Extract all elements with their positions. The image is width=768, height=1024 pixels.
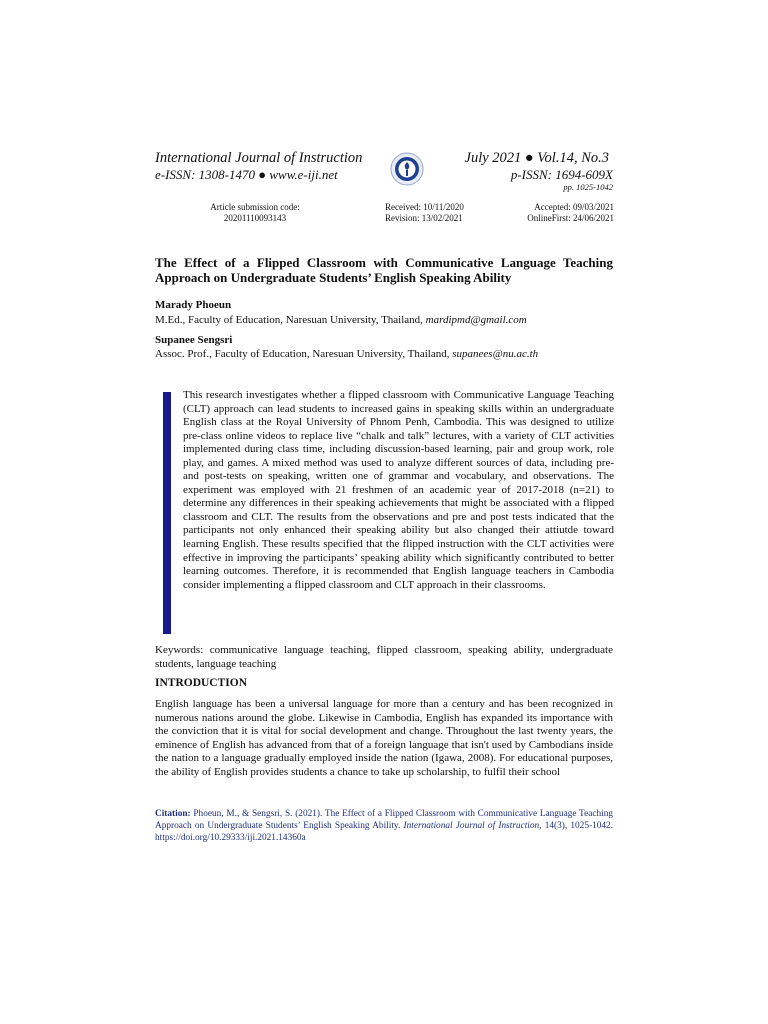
journal-logo-icon [390,152,424,186]
received-date: Received: 10/11/2020 [385,202,464,212]
article-title: The Effect of a Flipped Classroom with Communicative Language Teaching Approach on Undergraduate Students’ English Speaking Ability [155,255,613,285]
accepted-date: Accepted: 09/03/2021 [534,202,614,212]
author-email[interactable]: mardipmd@gmail.com [425,314,527,326]
author-affiliation [155,314,527,326]
received-block [385,202,485,224]
author-name: Supanee Sengsri [155,334,233,346]
accepted-block [510,202,614,224]
p-issn-line: p-ISSN: 1694-609X [510,167,613,182]
submission-code-value: 20201110093143 [223,213,287,223]
affiliation-text: M.Ed., Faculty of Education, Naresuan University, Thailand, [155,314,423,326]
abstract-accent-bar [163,392,171,634]
author-email[interactable]: supanees@nu.ac.th [452,348,539,360]
revision-date: Revision: 13/02/2021 [385,213,463,223]
author-affiliation [155,348,538,360]
citation-block [155,808,613,844]
online-first-date: OnlineFirst: 24/06/2021 [527,213,614,223]
journal-title: International Journal of Instruction [155,150,363,166]
intro-paragraph: English language has been a universal language for more than a century and has been recognized in numerous nations around the globe. Likewise in Cambodia, English has expanded its importance with the conviction that it is vital for social development and change. Throughout the last twenty years, the eminence of English has advanced from that of a foreign language that isn't used by Cambodians inside the nation to a language gradually employed inside the nation (Igawa, 2008). For educational purposes, the ability of English provides students a chance to take up scholarship, to fulfil their school [155,698,613,778]
abstract-text: This research investigates whether a flipped classroom with Communicative Language Teaching (CLT) approach can lead students to increased gains in speaking skills within an undergraduate English class at the Royal University of Phnom Penh, Cambodia. This was designed to utilize pre-class online videos to replace live “chalk and talk” lectures, with a variety of CLT activities implemented during class time, including discussion-based learning, pair and group work, role play, and games. A mixed method was used to analyze different sources of data, including pre- and post-tests on speaking, written one of grammar and vocabulary, and observations. The experiment was employed with 21 freshmen of an academic year of 2017-2018 (n=21) to determine any differences in their speaking achievements that might be associated with a flipped classroom and CLT. The results from the observations and pre and post tests indicated that the participants not only enhanced their speaking ability but also changed their attiutde toward learning English. These results specified that the flipped instruction with the CLT activities were effective in improving the participants’ speaking ability which significantly contributed to better learning outcomes. Therefore, it is recommended that English language teachers in Cambodia consider implementing a flipped classroom and CLT approach in their classrooms. [183,389,614,591]
citation-doi[interactable]: , 14(3), 1025-1042. https://doi.org/10.29333/iji.2021.14360a [155,821,613,843]
citation-journal: International Journal of Instruction [403,821,540,831]
author-name: Marady Phoeun [155,299,232,311]
submission-code-block [203,202,307,224]
submission-code-label: Article submission code: [210,202,300,212]
page-range: pp. 1025-1042 [563,182,613,192]
e-issn-line: e-ISSN: 1308-1470 ● www.e-iji.net [155,167,338,182]
keywords: Keywords: communicative language teaching, flipped classroom, speaking ability, undergraduate students, language teaching [155,644,613,670]
citation-text: Phoeun, M., & Sengsri, S. (2021). The Effect of a Flipped Classroom with Communicative Language Teaching Approach on Undergraduate Students’ English Speaking Ability. [155,809,613,831]
citation-label: Citation: [155,809,191,819]
section-heading: INTRODUCTION [155,677,248,689]
affiliation-text: Assoc. Prof., Faculty of Education, Naresuan University, Thailand, [155,348,450,360]
issue-info: July 2021 ● Vol.14, No.3 [464,150,609,166]
